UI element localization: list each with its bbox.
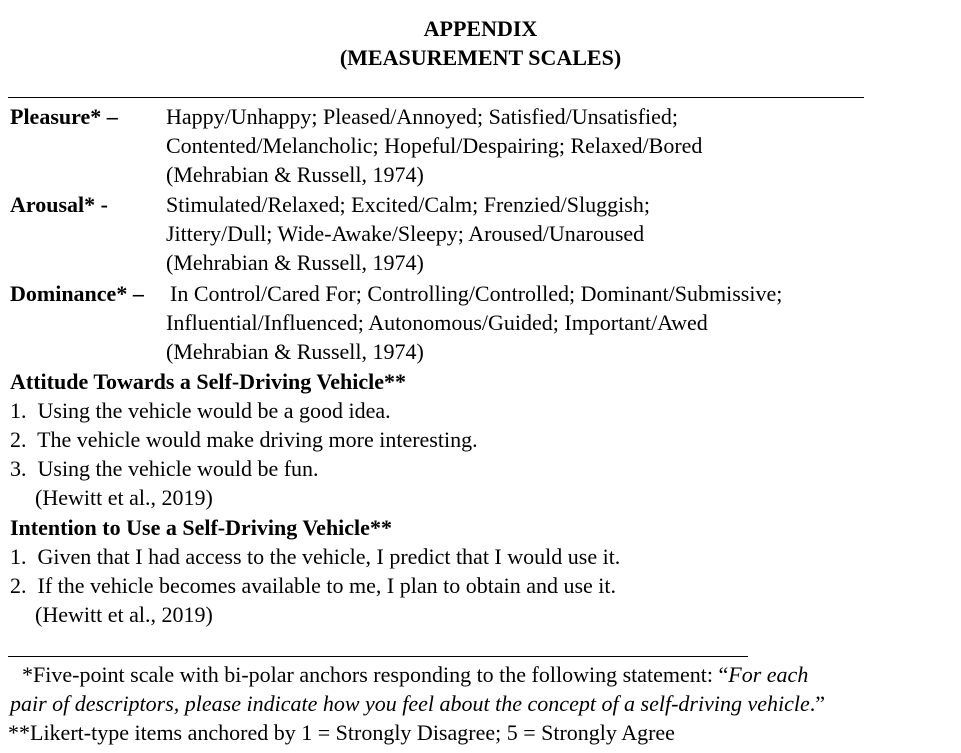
- arousal-citation: (Mehrabian & Russell, 1974): [166, 250, 424, 275]
- attitude-item: 1. Using the vehicle would be a good idea.: [10, 398, 391, 423]
- arousal-label: Arousal* -: [10, 192, 108, 217]
- intention-item: 1. Given that I had access to the vehicle, I predict that I would use it.: [10, 544, 621, 569]
- dominance-line2: Influential/Influenced; Autonomous/Guided; Important/Awed: [166, 310, 708, 335]
- top-divider: [8, 97, 864, 98]
- dominance-citation: (Mehrabian & Russell, 1974): [166, 339, 424, 364]
- pleasure-line2: Contented/Melancholic; Hopeful/Despairing; Relaxed/Bored: [166, 133, 703, 158]
- intention-heading: Intention to Use a Self-Driving Vehicle**: [10, 515, 392, 540]
- intention-item: 2. If the vehicle becomes available to me, I plan to obtain and use it.: [10, 573, 617, 598]
- footnote-bipolar-line2: [10, 689, 825, 719]
- attitude-item: 3. Using the vehicle would be fun.: [10, 456, 319, 481]
- appendix-title: APPENDIX: [423, 16, 538, 41]
- footnote-divider: [8, 656, 748, 657]
- footnote-bipolar-quote-start: For each: [728, 662, 809, 687]
- attitude-citation: (Hewitt et al., 2019): [35, 485, 213, 510]
- intention-citation: (Hewitt et al., 2019): [35, 602, 213, 627]
- pleasure-citation: (Mehrabian & Russell, 1974): [166, 162, 424, 187]
- footnote-bipolar-prefix: *Five-point scale with bi-polar anchors responding to the following statement: “: [22, 662, 729, 687]
- footnote-bipolar-quote-rest: pair of descriptors, please indicate how you feel about the concept of a self-driving vehicle: [10, 691, 810, 716]
- dominance-label: Dominance* –: [10, 281, 144, 306]
- attitude-item: 2. The vehicle would make driving more interesting.: [10, 427, 478, 452]
- attitude-heading: Attitude Towards a Self-Driving Vehicle**: [10, 369, 407, 394]
- appendix-subtitle: (MEASUREMENT SCALES): [339, 45, 622, 70]
- footnote-bipolar-suffix: .”: [809, 691, 826, 716]
- pleasure-line1: Happy/Unhappy; Pleased/Annoyed; Satisfied/Unsatisfied;: [166, 104, 679, 129]
- dominance-line1: In Control/Cared For; Controlling/Controlled; Dominant/Submissive;: [170, 281, 783, 306]
- footnote-likert: **Likert-type items anchored by 1 = Strongly Disagree; 5 = Strongly Agree: [8, 720, 675, 745]
- arousal-line2: Jittery/Dull; Wide-Awake/Sleepy; Aroused/Unaroused: [166, 221, 645, 246]
- arousal-line1: Stimulated/Relaxed; Excited/Calm; Frenzied/Sluggish;: [166, 192, 650, 217]
- footnote-bipolar-line1: [22, 660, 808, 690]
- pleasure-label: Pleasure* –: [10, 104, 118, 129]
